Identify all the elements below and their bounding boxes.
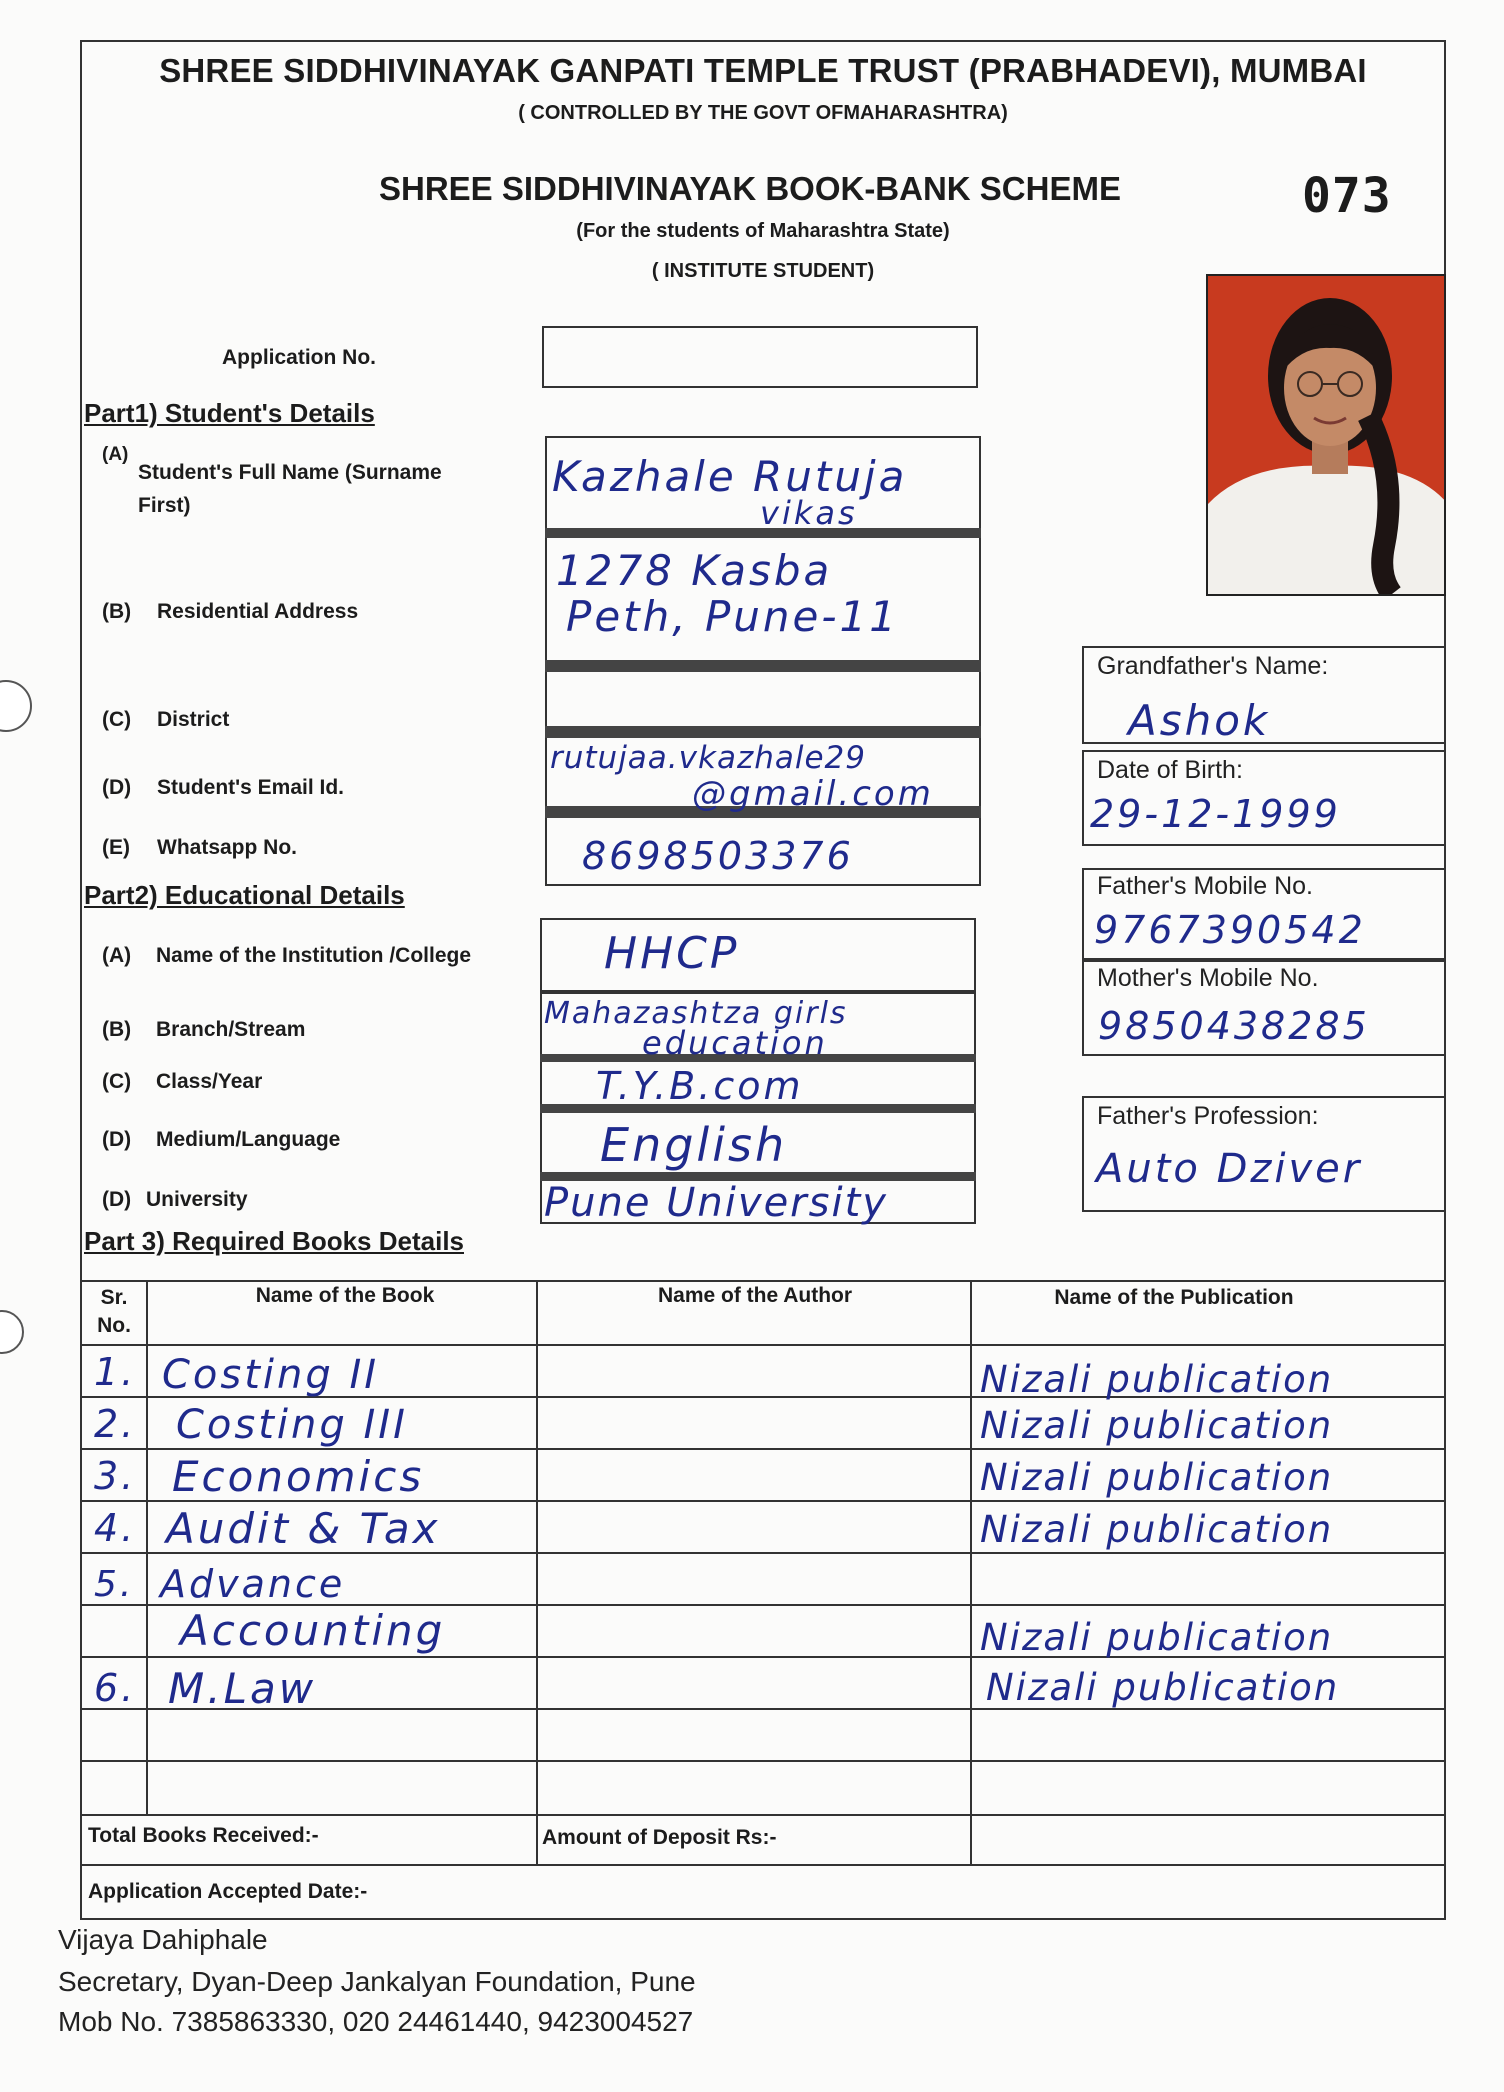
book-row-sr[interactable]: 4. [94, 1506, 137, 1550]
row-divider [545, 726, 981, 738]
book-row-title[interactable]: Costing II [162, 1352, 380, 1398]
table-line [80, 1760, 1446, 1762]
district-label: District [157, 708, 230, 731]
application-no-field[interactable] [542, 326, 978, 388]
field-c-key: (C) [102, 1070, 132, 1093]
dob-label: Date of Birth: [1097, 756, 1243, 784]
scheme-for: (For the students of Maharashtra State) [576, 220, 950, 242]
email-value[interactable]: rutujaa.vkazhale29 [550, 740, 866, 776]
mother-mobile-value[interactable]: 9850438285 [1098, 1004, 1370, 1048]
book-row-sr[interactable]: 5. [94, 1564, 135, 1605]
book-row-title[interactable]: Audit & Tax [166, 1504, 441, 1553]
part3-heading: Part 3) Required Books Details [84, 1226, 464, 1256]
address-label: Residential Address [157, 600, 359, 623]
footer-mobile: Mob No. 7385863330, 020 24461440, 9423004527 [58, 2006, 694, 2037]
full-name-value[interactable]: Kazhale Rutuja [552, 452, 908, 501]
address-value-cont[interactable]: Peth, Pune-11 [566, 592, 899, 641]
book-row-title[interactable]: Economics [172, 1452, 425, 1501]
book-row-publication[interactable]: Nizali publication [980, 1358, 1334, 1401]
application-no-label: Application No. [222, 346, 376, 369]
col-header-publication: Name of the Publication [1054, 1286, 1294, 1309]
trust-title: SHREE SIDDHIVINAYAK GANPATI TEMPLE TRUST (PRABHADEVI), MUMBAI [159, 52, 1367, 89]
book-row-sr[interactable]: 2. [94, 1402, 137, 1446]
table-line [970, 1280, 972, 1864]
row-divider [540, 990, 976, 994]
branch-value-cont[interactable]: education [642, 1024, 828, 1062]
email-label: Student's Email Id. [157, 776, 345, 799]
full-name-value-cont[interactable]: vikas [760, 494, 858, 532]
table-line [80, 1280, 1446, 1282]
father-profession-value[interactable]: Auto Dziver [1096, 1146, 1363, 1192]
table-line [80, 1814, 1446, 1816]
table-line [970, 1864, 1446, 1866]
field-a-key: (A) [102, 944, 132, 967]
table-line [80, 1344, 1446, 1346]
medium-value[interactable]: English [600, 1118, 788, 1172]
book-row-sr[interactable]: 6. [94, 1666, 137, 1710]
student-photo-image [1208, 276, 1446, 596]
field-b-key: (B) [102, 600, 132, 623]
deposit-label: Amount of Deposit Rs:- [542, 1826, 777, 1849]
accepted-date-label: Application Accepted Date:- [88, 1880, 368, 1903]
institution-value[interactable]: HHCP [604, 928, 740, 979]
field-c-key: (C) [102, 708, 132, 731]
grandfather-label: Grandfather's Name: [1097, 652, 1329, 680]
row-divider [545, 660, 981, 672]
total-books-label: Total Books Received:- [88, 1824, 319, 1847]
branch-value[interactable]: Mahazashtza girls [544, 996, 848, 1031]
col-header-author: Name of the Author [657, 1284, 853, 1307]
part2-heading: Part2) Educational Details [84, 880, 405, 910]
address-value[interactable]: 1278 Kasba [556, 546, 833, 595]
book-row-sr[interactable]: 3. [94, 1454, 137, 1498]
field-d-key: (D) [102, 776, 132, 799]
whatsapp-label: Whatsapp No. [157, 836, 297, 859]
table-line [80, 1448, 1446, 1450]
table-line [536, 1280, 538, 1864]
book-row-publication[interactable]: Nizali publication [980, 1404, 1334, 1447]
serial-number: 073 [1302, 168, 1392, 224]
mother-mobile-label: Mother's Mobile No. [1097, 964, 1319, 992]
field-d-key: (D) [102, 1128, 132, 1151]
col-header-sr: Sr. No. [97, 1286, 131, 1337]
father-mobile-value[interactable]: 9767390542 [1094, 908, 1366, 952]
punch-hole [0, 1310, 24, 1354]
university-label: University [146, 1188, 248, 1211]
book-row-sr[interactable]: 1. [94, 1350, 137, 1394]
whatsapp-value[interactable]: 8698503376 [582, 834, 854, 878]
institution-label: Name of the Institution /College [156, 944, 472, 967]
book-row-publication[interactable]: Nizali publication [980, 1456, 1334, 1499]
book-row-publication[interactable]: Nizali publication [980, 1616, 1334, 1659]
student-category: ( INSTITUTE STUDENT) [651, 260, 875, 282]
field-a-key: (A) [102, 444, 129, 465]
part1-heading: Part1) Student's Details [84, 398, 375, 428]
medium-label: Medium/Language [156, 1128, 341, 1151]
book-row-publication[interactable]: Nizali publication [986, 1666, 1340, 1709]
field-d-key: (D) [102, 1188, 132, 1211]
book-row-title[interactable]: Accounting [180, 1606, 446, 1655]
punch-hole [0, 680, 32, 732]
footer-name: Vijaya Dahiphale [58, 1924, 268, 1955]
father-mobile-label: Father's Mobile No. [1097, 872, 1313, 900]
grandfather-value[interactable]: Ashok [1128, 696, 1271, 745]
class-value[interactable]: T.Y.B.com [596, 1064, 804, 1108]
full-name-label: Student's Full Name (Surname First) [138, 461, 442, 517]
email-value-cont[interactable]: @gmail.com [692, 774, 934, 814]
footer-designation: Secretary, Dyan-Deep Jankalyan Foundation, Pune [58, 1966, 696, 1997]
table-line [80, 1864, 970, 1866]
dob-value[interactable]: 29-12-1999 [1090, 792, 1341, 836]
book-row-title[interactable]: M.Law [168, 1664, 317, 1713]
father-profession-label: Father's Profession: [1097, 1102, 1319, 1130]
scheme-title: SHREE SIDDHIVINAYAK BOOK-BANK SCHEME [378, 170, 1121, 207]
book-row-title[interactable]: Costing III [176, 1402, 408, 1448]
books-table [80, 1280, 1446, 1920]
university-value[interactable]: Pune University [544, 1180, 888, 1226]
book-row-title[interactable]: Advance [160, 1562, 346, 1606]
class-label: Class/Year [156, 1070, 263, 1093]
branch-label: Branch/Stream [156, 1018, 306, 1041]
field-b-key: (B) [102, 1018, 132, 1041]
col-header-book: Name of the Book [255, 1284, 435, 1307]
book-row-publication[interactable]: Nizali publication [980, 1508, 1334, 1551]
trust-subtitle: ( CONTROLLED BY THE GOVT OFMAHARASHTRA) [518, 102, 1008, 124]
student-photo [1206, 274, 1446, 596]
table-line [146, 1280, 148, 1814]
field-e-key: (E) [102, 836, 130, 859]
